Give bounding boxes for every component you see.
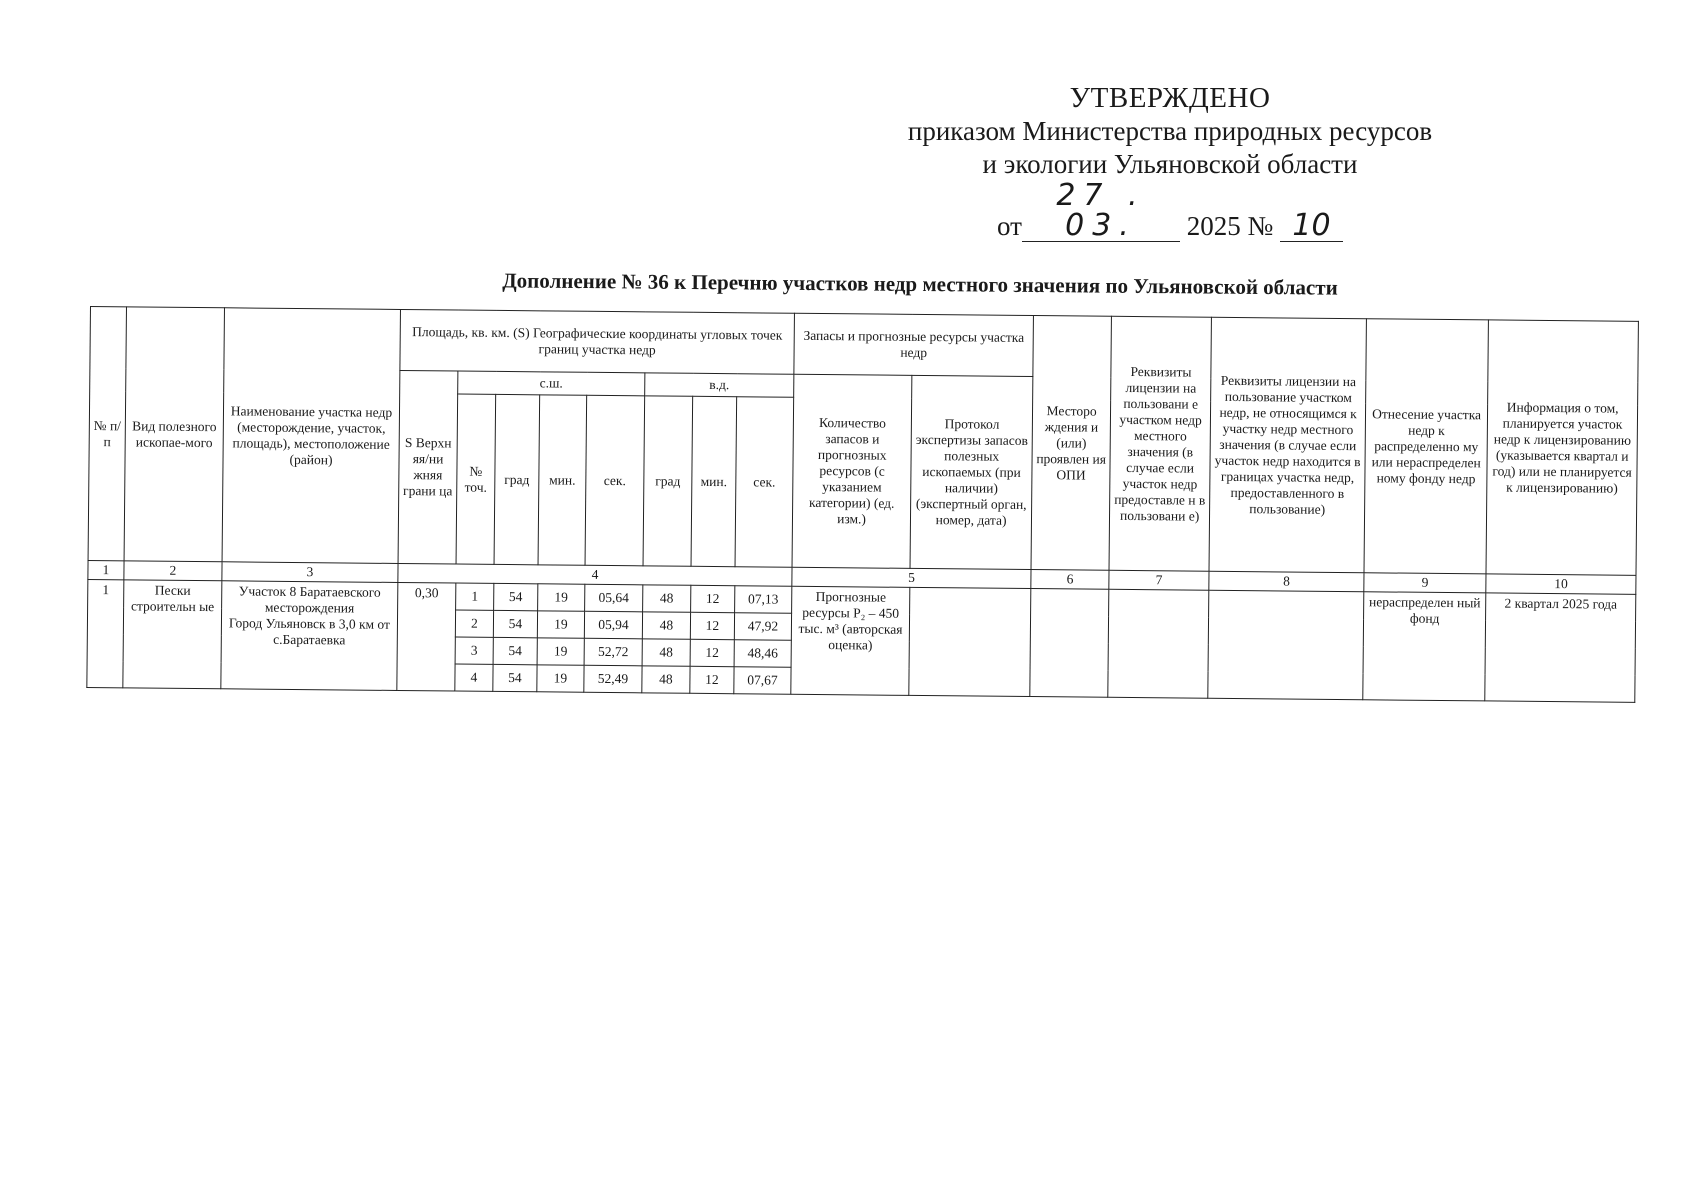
point-north-deg: 54 bbox=[493, 664, 537, 691]
col-number: 1 bbox=[88, 560, 124, 579]
header-licensing: Информация о том, планируется участок недр к лицензированию (указывается квартал и год) или не планируется к лицензированию) bbox=[1486, 320, 1638, 575]
header-east-deg: град bbox=[643, 396, 693, 566]
table-container bbox=[86, 306, 1638, 703]
point-north-deg: 54 bbox=[494, 583, 538, 610]
point-north-sec: 52,49 bbox=[584, 665, 642, 693]
point-north-min: 19 bbox=[537, 611, 584, 638]
point-north-min: 19 bbox=[537, 665, 584, 692]
col-number: 2 bbox=[124, 561, 222, 581]
row-protocol bbox=[909, 587, 1031, 696]
row-license-other bbox=[1208, 590, 1364, 699]
col-number: 5 bbox=[792, 567, 1031, 588]
row-name bbox=[221, 581, 398, 691]
col-number: 8 bbox=[1209, 571, 1364, 591]
header-num: № п/п bbox=[88, 307, 126, 561]
header-area-group: Площадь, кв. км. (S) Географические координаты угловых точек границ участка недр bbox=[400, 309, 795, 374]
subsoil-table bbox=[86, 306, 1639, 703]
header-east-sec: сек. bbox=[735, 397, 794, 568]
row-area: 0,30 bbox=[397, 582, 456, 691]
point-number: 3 bbox=[455, 637, 493, 664]
row-deposits bbox=[1030, 589, 1109, 698]
point-east-sec: 48,46 bbox=[734, 640, 791, 668]
row-licensing: 2 квартал 2025 года bbox=[1485, 593, 1636, 702]
point-east-min: 12 bbox=[691, 585, 735, 612]
date-prefix: от bbox=[997, 211, 1022, 241]
col-number: 10 bbox=[1486, 574, 1636, 594]
row-name-line1: Участок 8 Баратаевского месторождения bbox=[238, 583, 381, 616]
approval-head: УТВЕРЖДЕНО bbox=[1069, 82, 1271, 114]
point-east-deg: 48 bbox=[643, 585, 691, 612]
header-east-min: мин. bbox=[691, 396, 737, 566]
point-north-sec: 52,72 bbox=[584, 638, 642, 666]
point-north-deg: 54 bbox=[493, 610, 537, 637]
point-east-min: 12 bbox=[690, 639, 734, 666]
header-north-deg: град bbox=[494, 394, 540, 564]
point-north-min: 19 bbox=[537, 638, 584, 665]
col-number: 9 bbox=[1364, 573, 1486, 593]
header-north-sec: сек. bbox=[585, 395, 645, 566]
col-number: 4 bbox=[398, 563, 792, 586]
header-name: Наименование участка недр (месторождение, участок, площадь), местоположение (район) bbox=[222, 308, 400, 564]
point-east-deg: 48 bbox=[642, 639, 690, 666]
point-east-deg: 48 bbox=[642, 666, 690, 693]
col-number: 7 bbox=[1109, 570, 1209, 590]
col-number: 6 bbox=[1031, 570, 1109, 590]
row-num: 1 bbox=[87, 579, 124, 687]
col-number: 3 bbox=[222, 562, 398, 583]
point-north-sec: 05,64 bbox=[585, 584, 643, 612]
point-east-min: 12 bbox=[690, 666, 734, 693]
point-east-sec: 47,92 bbox=[734, 613, 791, 641]
point-north-deg: 54 bbox=[493, 637, 537, 664]
row-license-local bbox=[1108, 589, 1209, 698]
row-quantity: Прогнозные ресурсы Р₂ – 450 тыс. м³ (авторская оценка) bbox=[791, 586, 910, 695]
point-number: 2 bbox=[455, 610, 493, 637]
point-east-min: 12 bbox=[690, 612, 734, 639]
document-title: Дополнение № 36 к Перечню участков недр местного значения по Ульяновской области bbox=[502, 268, 1338, 300]
approval-date-line bbox=[860, 178, 1480, 243]
handwritten-date: 27 . 03. bbox=[1022, 181, 1180, 242]
row-fund: нераспределен ный фонд bbox=[1363, 592, 1486, 701]
header-license-other: Реквизиты лицензии на пользование участком недр, не относящимся к участку недр местного значения (в случае если участок недр находится в границах участка недр, предоставленного в пользование) bbox=[1209, 317, 1366, 572]
handwritten-order-number: 10 bbox=[1280, 211, 1343, 242]
header-s: S Верхн яя/ни жняя грани ца bbox=[398, 370, 458, 564]
row-mineral: Пески строительн ые bbox=[123, 580, 222, 689]
header-north: с.ш. bbox=[458, 371, 645, 396]
point-number: 1 bbox=[456, 583, 494, 610]
header-north-min: мин. bbox=[538, 395, 587, 565]
header-protocol: Протокол экспертизы запасов полезных ископаемых (при наличии) (экспертный орган, номер, дата) bbox=[910, 375, 1033, 569]
point-east-sec: 07,13 bbox=[735, 586, 792, 614]
point-north-sec: 05,94 bbox=[584, 611, 642, 639]
header-mineral: Вид полезного ископае-мого bbox=[124, 307, 224, 562]
header-fund: Отнесение участка недр к распределенно му или нераспределен ному фонду недр bbox=[1364, 319, 1488, 574]
approval-year: 2025 № bbox=[1186, 211, 1274, 241]
approval-stamp bbox=[860, 82, 1480, 243]
row-name-line2: Город Ульяновск в 3,0 км от с.Баратаевка bbox=[228, 615, 391, 648]
point-east-deg: 48 bbox=[642, 612, 690, 639]
point-number: 4 bbox=[455, 664, 493, 691]
header-reserves-group: Запасы и прогнозные ресурсы участка недр bbox=[794, 313, 1034, 376]
point-east-sec: 07,67 bbox=[734, 667, 791, 695]
header-east: в.д. bbox=[645, 373, 794, 397]
header-point: № точ. bbox=[456, 394, 496, 564]
header-license-local: Реквизиты лицензии на пользовани е участком недр местного значения (в случае если участок недр предоставле н в пользовани е) bbox=[1109, 316, 1211, 571]
point-north-min: 19 bbox=[538, 584, 585, 611]
header-quantity: Количество запасов и прогнозных ресурсов (с указанием категории) (ед. изм.) bbox=[792, 374, 912, 568]
header-deposits: Месторо ждения и (или) проявлен ия ОПИ bbox=[1031, 316, 1111, 571]
approval-line2: и экологии Ульяновской области bbox=[982, 149, 1358, 179]
approval-line1: приказом Министерства природных ресурсов bbox=[907, 116, 1433, 146]
